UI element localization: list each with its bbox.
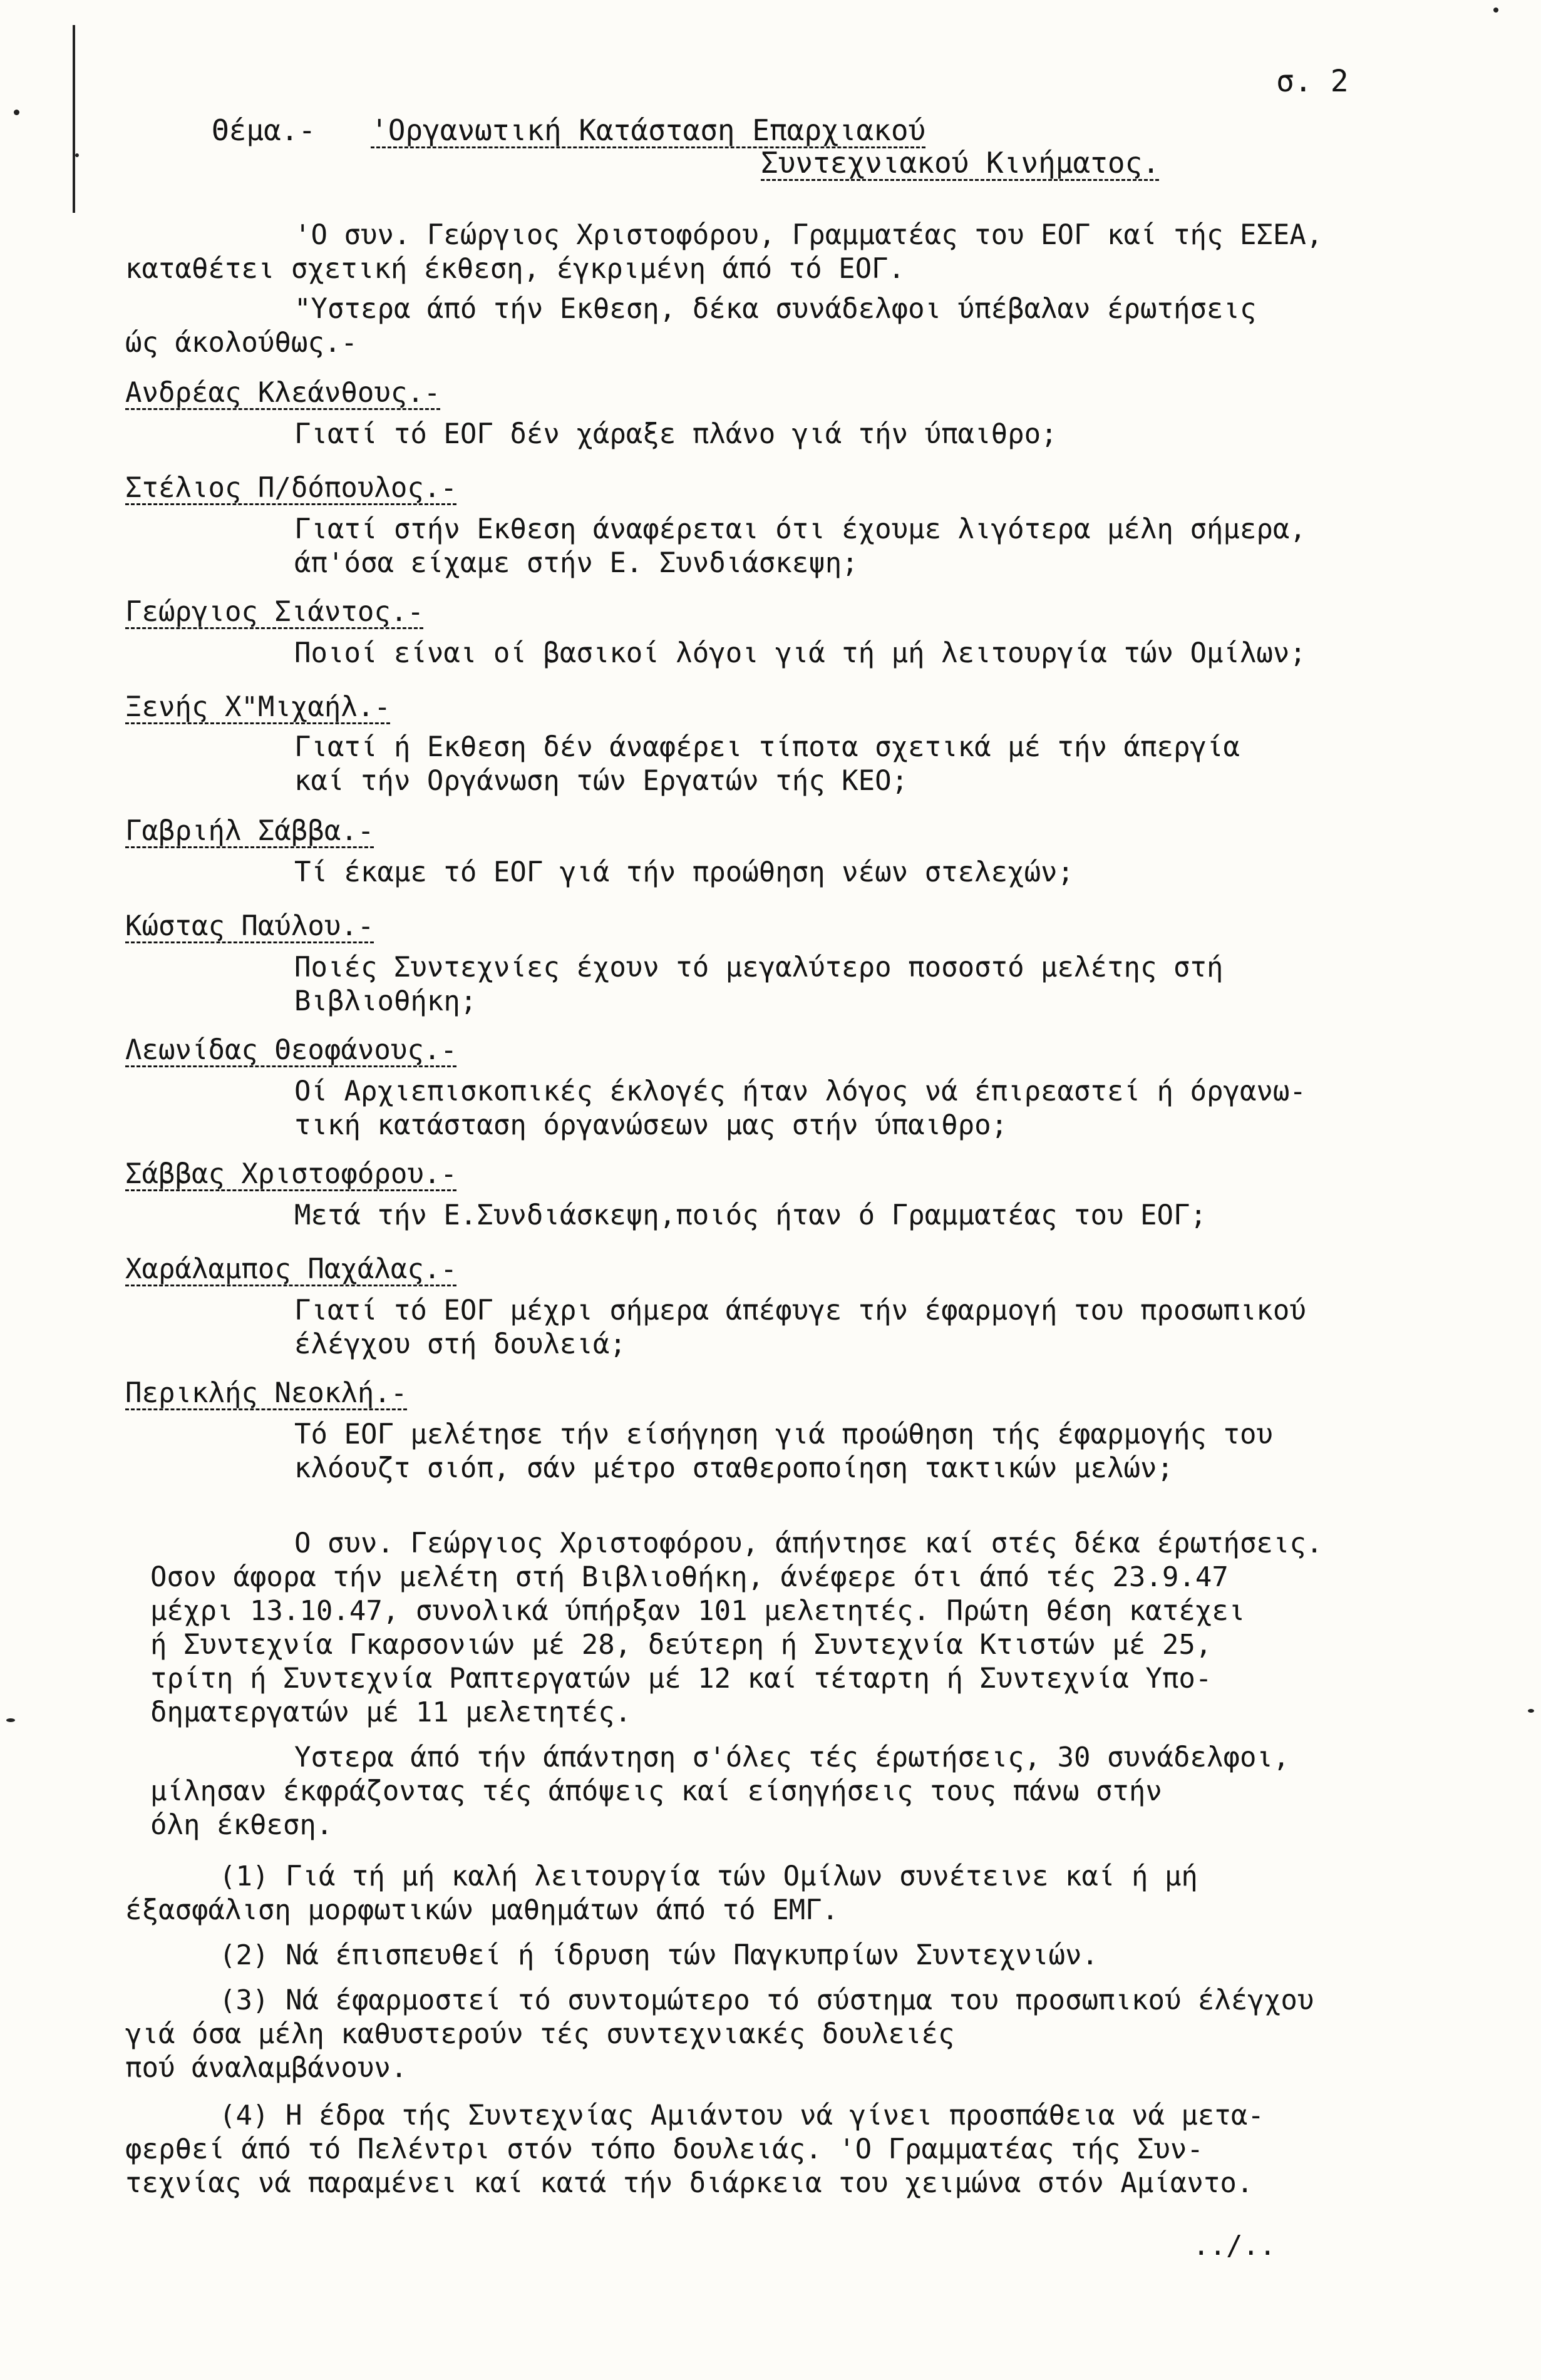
- question-line: Τό ΕΟΓ μελέτησε τήν είσήγηση γιά προώθηση τής έφαρμογής του: [294, 1418, 1273, 1450]
- question-line: καί τήν Οργάνωση τών Εργατών τής ΚΕΟ;: [294, 765, 909, 797]
- continuation-mark: ../..: [1193, 2230, 1276, 2262]
- point-line: γιά όσα μέλη καθυστερούν τές συντεχνιακές δουλειές: [125, 2018, 955, 2050]
- intro-line: ώς άκολούθως.-: [125, 327, 358, 359]
- answer-line: Οσον άφορα τήν μελέτη στή Βιβλιοθήκη, άνέφερε ότι άπό τές 23.9.47: [150, 1561, 1229, 1593]
- speaker-name: Ανδρέας Κλεάνθους.-: [125, 377, 441, 409]
- question-line: Οί Αρχιεπισκοπικές έκλογές ήταν λόγος νά έπιρεαστεί ή όργανω-: [294, 1075, 1306, 1107]
- point-line: (1) Γιά τή μή καλή λειτουργία τών Ομίλων συνέτεινε καί ή μή: [219, 1860, 1198, 1892]
- discussion-line: μίλησαν έκφράζοντας τές άπόψεις καί είσηγήσεις τους πάνω στήν: [150, 1775, 1162, 1807]
- question-line: Τί έκαμε τό ΕΟΓ γιά τήν προώθηση νέων στελεχών;: [294, 856, 1075, 888]
- question-line: Γιατί ή Εκθεση δέν άναφέρει τίποτα σχετικά μέ τήν άπεργία: [294, 731, 1240, 763]
- question-line: Γιατί τό ΕΟΓ δέν χάραξε πλάνο γιά τήν ύπαιθρο;: [294, 418, 1058, 450]
- point-line: (2) Νά έπισπευθεί ή ίδρυση τών Παγκυπρίων Συντεχνιών.: [219, 1939, 1098, 1971]
- page-number: σ. 2: [1276, 64, 1349, 99]
- answer-line: Ο συν. Γεώργιος Χριστοφόρου, άπήντησε καί στές δέκα έρωτήσεις.: [294, 1527, 1323, 1559]
- subject-line-1: 'Οργανωτική Κατάσταση Επαρχιακού: [371, 113, 926, 147]
- speaker-name: Σάββας Χριστοφόρου.-: [125, 1158, 457, 1190]
- point-line: πού άναλαμβάνουν.: [125, 2052, 408, 2084]
- point-line: έξασφάλιση μορφωτικών μαθημάτων άπό τό ΕΜΓ.: [125, 1894, 839, 1926]
- point-line: φερθεί άπό τό Πελέντρι στόν τόπο δουλειάς. 'Ο Γραμματέας τής Συν-: [125, 2133, 1203, 2165]
- intro-line: "Υστερα άπό τήν Εκθεση, δέκα συνάδελφοι ύπέβαλαν έρωτήσεις: [294, 293, 1257, 325]
- question-line: Μετά τήν Ε.Συνδιάσκεψη,ποιός ήταν ό Γραμματέας του ΕΟΓ;: [294, 1199, 1207, 1231]
- point-line: (4) Η έδρα τής Συντεχνίας Αμιάντου νά γίνει προσπάθεια νά μετα-: [219, 2100, 1264, 2131]
- scan-speck: [75, 153, 79, 157]
- answer-line: ή Συντεχνία Γκαρσονιών μέ 28, δεύτερη ή Συντεχνία Κτιστών μέ 25,: [150, 1629, 1212, 1661]
- speaker-name: Χαράλαμπος Παχάλας.-: [125, 1253, 457, 1285]
- point-line: τεχνίας νά παραμένει καί κατά τήν διάρκεια του χειμώνα στόν Αμίαντο.: [125, 2167, 1254, 2199]
- scan-edge-mark: [73, 25, 75, 213]
- question-line: κλόουζτ σιόπ, σάν μέτρο σταθεροποίηση τακτικών μελών;: [294, 1452, 1173, 1484]
- question-line: Βιβλιοθήκη;: [294, 985, 477, 1017]
- speaker-name: Στέλιος Π/δόπουλος.-: [125, 472, 457, 504]
- question-line: άπ'όσα είχαμε στήν Ε. Συνδιάσκεψη;: [294, 547, 858, 579]
- question-line: Γιατί στήν Εκθεση άναφέρεται ότι έχουμε λιγότερα μέλη σήμερα,: [294, 513, 1306, 545]
- answer-line: τρίτη ή Συντεχνία Ραπτεργατών μέ 12 καί τέταρτη ή Συντεχνία Υπο-: [150, 1663, 1212, 1695]
- speaker-name: Κώστας Παύλου.-: [125, 910, 374, 942]
- speaker-name: Ξενής Χ"Μιχαήλ.-: [125, 691, 391, 723]
- intro-line: καταθέτει σχετική έκθεση, έγκριμένη άπό τό ΕΟΓ.: [125, 253, 905, 285]
- speaker-name: Λεωνίδας Θεοφάνους.-: [125, 1034, 457, 1066]
- discussion-line: Υστερα άπό τήν άπάντηση σ'όλες τές έρωτήσεις, 30 συνάδελφοι,: [294, 1741, 1290, 1773]
- speaker-name: Γαβριήλ Σάββα.-: [125, 815, 374, 847]
- question-line: Ποιές Συντεχνίες έχουν τό μεγαλύτερο ποσοστό μελέτης στή: [294, 951, 1224, 983]
- question-line: έλέγχου στή δουλειά;: [294, 1328, 626, 1360]
- intro-line: 'Ο συν. Γεώργιος Χριστοφόρου, Γραμματέας του ΕΟΓ καί τής ΕΣΕΑ,: [294, 219, 1323, 251]
- subject-line-2: Συντεχνιακού Κινήματος.: [761, 146, 1160, 180]
- answer-line: μέχρι 13.10.47, συνολικά ύπήρξαν 101 μελετητές. Πρώτη θέση κατέχει: [150, 1595, 1245, 1627]
- discussion-line: όλη έκθεση.: [150, 1809, 333, 1841]
- speaker-name: Περικλής Νεοκλή.-: [125, 1377, 408, 1409]
- scan-speck: [14, 110, 19, 115]
- scan-speck: [1493, 8, 1498, 13]
- question-line: τική κατάσταση όργανώσεων μας στήν ύπαιθρο;: [294, 1109, 1008, 1141]
- answer-line: δηματεργατών μέ 11 μελετητές.: [150, 1696, 632, 1728]
- scan-speck: [1528, 1709, 1534, 1713]
- question-line: Γιατί τό ΕΟΓ μέχρι σήμερα άπέφυγε τήν έφαρμογή του προσωπικού: [294, 1295, 1306, 1326]
- point-line: (3) Νά έφαρμοστεί τό συντομώτερο τό σύστημα του προσωπικού έλέγχου: [219, 1984, 1314, 2016]
- scan-speck: [6, 1718, 15, 1722]
- subject-label: Θέμα.-: [212, 113, 316, 147]
- question-line: Ποιοί είναι οί βασικοί λόγοι γιά τή μή λειτουργία τών Ομίλων;: [294, 637, 1306, 669]
- speaker-name: Γεώργιος Σιάντος.-: [125, 596, 424, 628]
